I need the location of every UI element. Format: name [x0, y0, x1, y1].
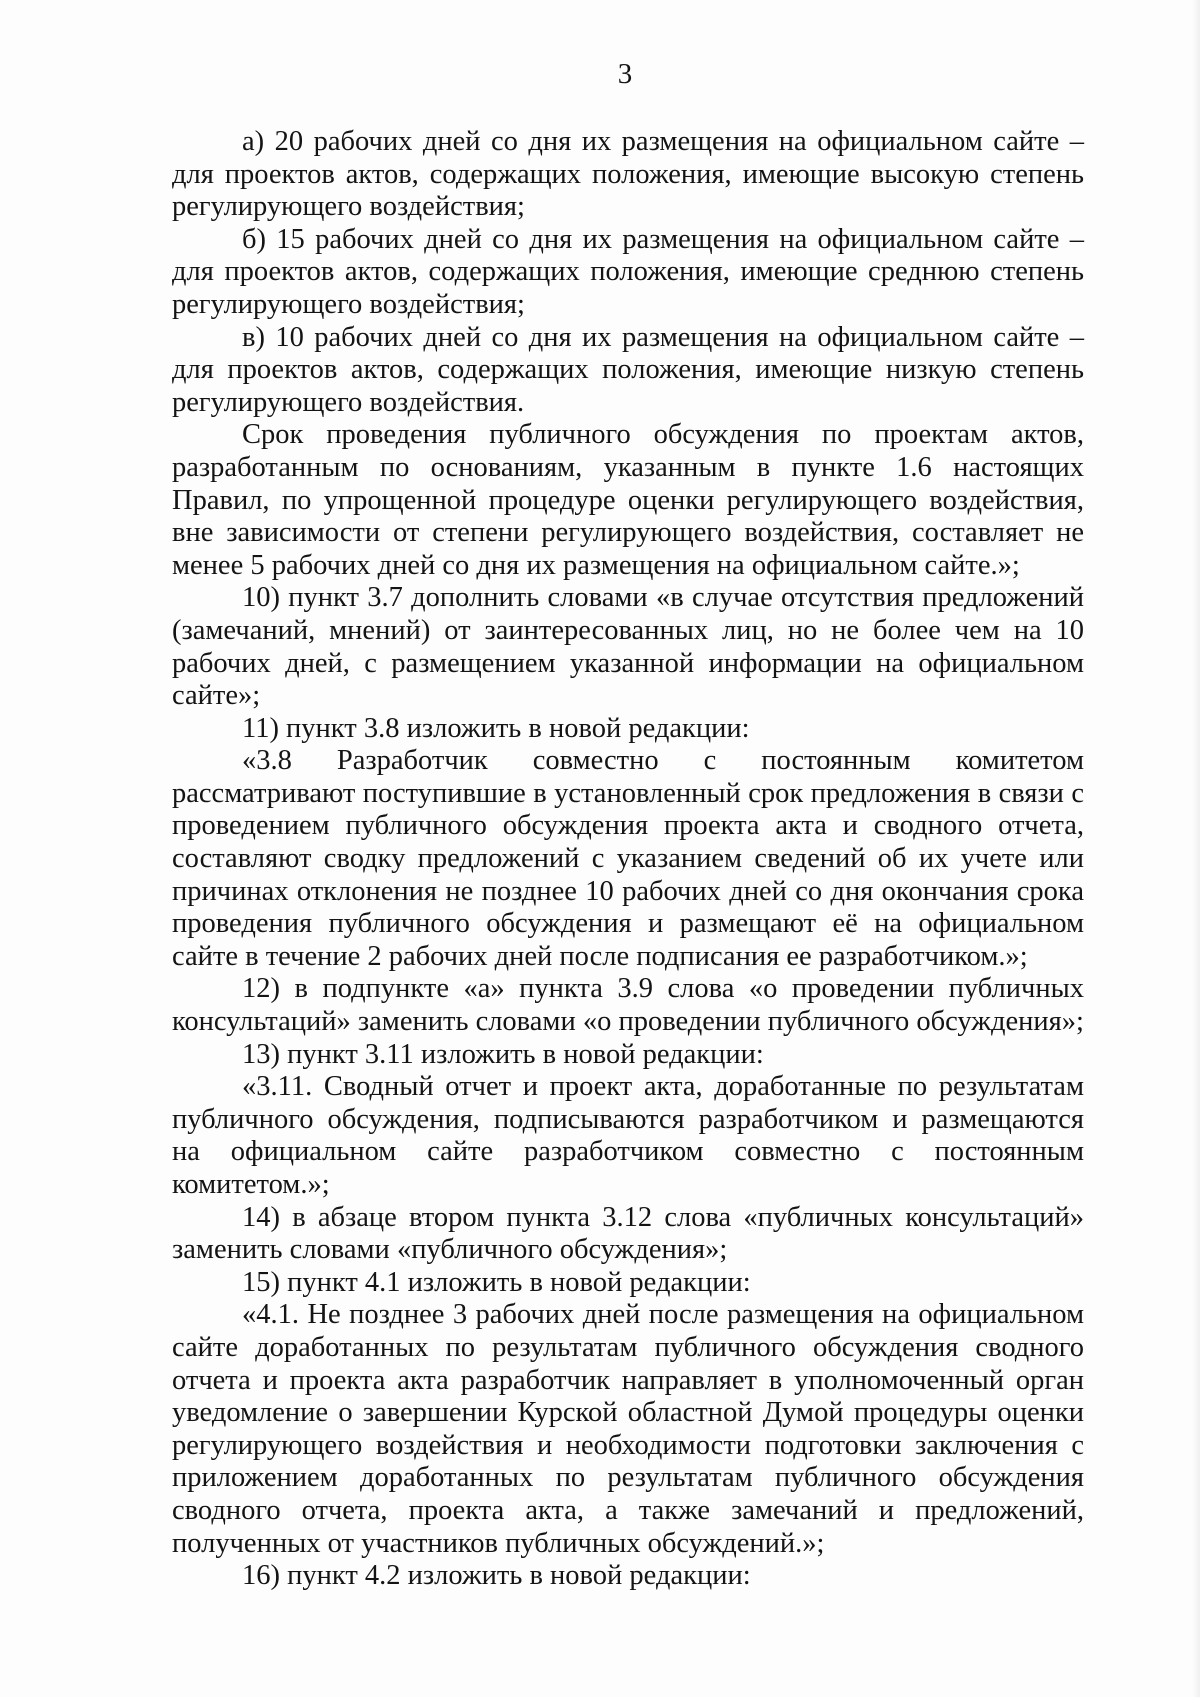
paragraph-amendment-11: 11) пункт 3.8 изложить в новой редакции: [242, 712, 750, 744]
paragraph-amendment-14: 14) в абзаце втором пункта 3.12 слова «публичных консультаций» заменить словами «публичного обсуждения»; [172, 1201, 1084, 1266]
paragraph-amendment-16: 16) пункт 4.2 изложить в новой редакции: [242, 1560, 751, 1592]
document-body [172, 126, 1084, 1593]
paragraph-simplified-procedure-term: Срок проведения публичного обсуждения по проектам актов, разработанным по основаниям, указанным в пункте 1.6 настоящих Правил, по упрощенной процедуре оценки регулирующего воздействия, вне зависимости от степени регулирующего воздействия, составляет не менее 5 рабочих дней со дня их размещения на официальном сайте.»; [172, 419, 1084, 581]
paragraph-clause-4-1: «4.1. Не позднее 3 рабочих дней после размещения на официальном сайте доработанных по результатам публичного обсуждения сводного отчета и проекта акта разработчик направляет в уполномоченный орган уведомление о завершении Курской областной Думой процедуры оценки регулирующего воздействия и необходимости подготовки заключения с приложением доработанных по результатам публичного обсуждения сводного отчета, проекта акта, а также замечаний и предложений, полученных от участников публичных обсуждений.»; [172, 1299, 1084, 1559]
paragraph-clause-3-8: «3.8 Разработчик совместно с постоянным комитетом рассматривают поступившие в установленный срок предложения в связи с проведением публичного обсуждения проекта акта и сводного отчета, составляют сводку предложений с указанием сведений об их учете или причинах отклонения не позднее 10 рабочих дней со дня окончания срока проведения публичного обсуждения и размещают её на официальном сайте в течение 2 рабочих дней после подписания ее разработчиком.»; [172, 745, 1084, 972]
paragraph-item-a: а) 20 рабочих дней со дня их размещения на официальном сайте – для проектов актов, содержащих положения, имеющие высокую степень регулирующего воздействия; [172, 126, 1084, 223]
paragraph-amendment-13: 13) пункт 3.11 изложить в новой редакции: [242, 1038, 764, 1070]
paragraph-item-b: б) 15 рабочих дней со дня их размещения на официальном сайте – для проектов актов, содержащих положения, имеющие среднюю степень регулирующего воздействия; [172, 223, 1084, 320]
paragraph-item-v: в) 10 рабочих дней со дня их размещения на официальном сайте – для проектов актов, содержащих положения, имеющие низкую степень регулирующего воздействия. [172, 321, 1084, 418]
paragraph-amendment-12: 12) в подпункте «а» пункта 3.9 слова «о проведении публичных консультаций» заменить словами «о проведении публичного обсуждения»; [172, 973, 1084, 1038]
scan-edge-shadow [1192, 0, 1200, 1697]
paragraph-amendment-15: 15) пункт 4.1 изложить в новой редакции: [242, 1266, 751, 1298]
paragraph-amendment-10: 10) пункт 3.7 дополнить словами «в случае отсутствия предложений (замечаний, мнений) от заинтересованных лиц, но не более чем на 10 рабочих дней, с размещением указанной информации на официальном сайте»; [172, 582, 1084, 712]
paragraph-clause-3-11: «3.11. Сводный отчет и проект акта, доработанные по результатам публичного обсуждения, подписываются разработчиком и размещаются на официальном сайте разработчиком совместно с постоянным комитетом.»; [172, 1071, 1084, 1200]
page-number: 3 [617, 58, 633, 90]
